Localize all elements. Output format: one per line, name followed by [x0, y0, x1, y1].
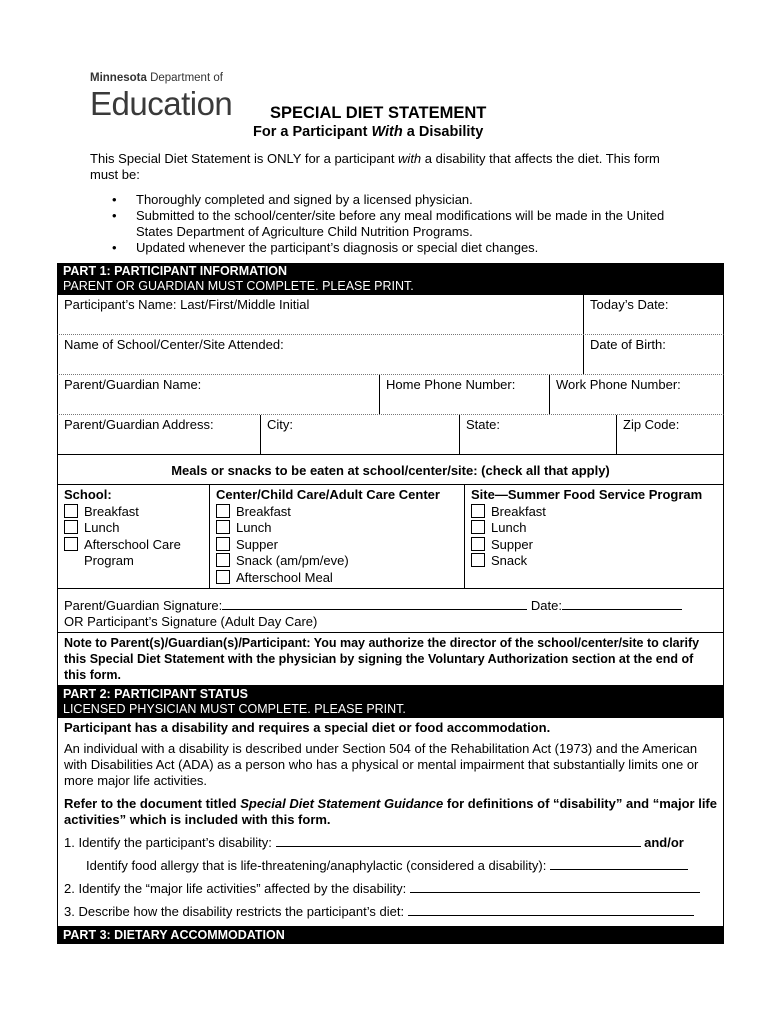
part3-header: PART 3: DIETARY ACCOMMODATION	[57, 927, 724, 944]
part2-body: Participant has a disability and requires a special diet or food accommodation. An individual with a disability is described under Section 504 of the Rehabilitation Act (1973) and the American with Disabilities Act (ADA) as a person who has a physical or mental impairment that substantially limits one or more major life activities. Refer to the document titled Special Diet Statement Guidance for definitions of “disability” and “major life activities” which is included with this form. 1. Identify the participant’s disability: and/or Identify food allergy that is life-threatening/anaphylactic (considered a disability): 2. Identify the “major life activities” affected by the disability: 3. Describe how the disability restricts the participant’s diet:	[57, 718, 724, 927]
logo-line-1: Minnesota Department of	[90, 72, 223, 84]
checkbox-item[interactable]: Snack	[471, 553, 717, 570]
diet-form	[57, 263, 724, 944]
dob-field[interactable]: Date of Birth:	[590, 337, 666, 352]
city-field[interactable]: City:	[261, 415, 460, 454]
part1-header: PART 1: PARTICIPANT INFORMATION PARENT OR GUARDIAN MUST COMPLETE. PLEASE PRINT.	[57, 263, 724, 295]
mde-logo	[90, 72, 232, 122]
part2-header: PART 2: PARTICIPANT STATUS LICENSED PHYSICIAN MUST COMPLETE. PLEASE PRINT.	[57, 686, 724, 718]
checkbox-item[interactable]: Breakfast	[216, 504, 458, 521]
state-field[interactable]: State:	[460, 415, 617, 454]
list-item: • Submitted to the school/center/site before any meal modifications will be made in the United States Department of Agriculture Child Nutrition Programs.	[112, 208, 665, 239]
checkbox-item[interactable]: Lunch	[216, 520, 458, 537]
checkbox[interactable]	[471, 537, 485, 551]
checkbox-item[interactable]: Afterschool Meal	[216, 570, 458, 587]
checkbox-item[interactable]: Breakfast	[64, 504, 203, 521]
school-column: School: Breakfast Lunch Afterschool Care Program	[58, 485, 210, 588]
diet-restriction-line[interactable]	[408, 904, 694, 916]
checkbox-item[interactable]: Lunch	[64, 520, 203, 537]
authorization-note: Note to Parent(s)/Guardian(s)/Participant: You may authorize the director of the school/center/site to clarify this Special Diet Statement with the physician by signing the Voluntary Authorization section at the end of this form.	[57, 633, 724, 686]
todays-date-field[interactable]: Today’s Date:	[590, 297, 669, 312]
row-guardian	[57, 375, 724, 415]
meals-heading: Meals or snacks to be eaten at school/center/site: (check all that apply)	[58, 455, 723, 485]
checkbox[interactable]	[471, 520, 485, 534]
disability-line[interactable]	[276, 835, 641, 847]
intro-text: This Special Diet Statement is ONLY for a participant with a disability that affects the diet. This form must be:	[90, 151, 660, 182]
list-item: • Updated whenever the participant’s diagnosis or special diet changes.	[112, 240, 539, 255]
row-participant	[57, 295, 724, 335]
zip-field[interactable]: Zip Code:	[623, 417, 680, 432]
checkbox-item[interactable]: Breakfast	[471, 504, 717, 521]
signature-line[interactable]	[222, 597, 527, 610]
guardian-address-field[interactable]: Parent/Guardian Address:	[58, 415, 261, 454]
logo-line-2: Education	[90, 85, 233, 122]
checkbox-item[interactable]: Supper	[216, 537, 458, 554]
row-address	[57, 415, 724, 455]
site-column: Site—Summer Food Service Program Breakfast Lunch Supper Snack	[465, 485, 723, 588]
page-title: SPECIAL DIET STATEMENT	[270, 104, 487, 122]
checkbox[interactable]	[471, 553, 485, 567]
requirements-list	[112, 192, 692, 256]
row-school	[57, 335, 724, 375]
guardian-name-field[interactable]: Parent/Guardian Name:	[58, 375, 380, 414]
checkbox[interactable]	[216, 570, 230, 584]
checkbox[interactable]	[64, 537, 78, 551]
major-life-activities-line[interactable]	[410, 881, 700, 893]
home-phone-field[interactable]: Home Phone Number:	[380, 375, 550, 414]
food-allergy-line[interactable]	[550, 858, 688, 870]
center-column: Center/Child Care/Adult Care Center Breakfast Lunch Supper Snack (am/pm/eve) Afterschool Meal	[210, 485, 465, 588]
checkbox-item[interactable]: Lunch	[471, 520, 717, 537]
checkbox[interactable]	[216, 553, 230, 567]
signature-date-line[interactable]	[562, 597, 682, 610]
page-subtitle: For a Participant With a Disability	[253, 124, 484, 140]
checkbox[interactable]	[216, 504, 230, 518]
list-item: • Thoroughly completed and signed by a licensed physician.	[112, 192, 473, 207]
signature-section: Parent/Guardian Signature: Date: OR Participant’s Signature (Adult Day Care)	[57, 589, 724, 633]
checkbox[interactable]	[64, 520, 78, 534]
checkbox-item[interactable]: Supper	[471, 537, 717, 554]
work-phone-field[interactable]: Work Phone Number:	[556, 377, 681, 392]
checkbox[interactable]	[216, 537, 230, 551]
checkbox-item[interactable]: Afterschool Care	[64, 537, 203, 554]
checkbox[interactable]	[64, 504, 78, 518]
school-name-field[interactable]: Name of School/Center/Site Attended:	[58, 335, 584, 374]
meals-section	[57, 455, 724, 589]
checkbox-item[interactable]: Snack (am/pm/eve)	[216, 553, 458, 570]
checkbox-item-continued: Program	[84, 553, 134, 568]
checkbox[interactable]	[471, 504, 485, 518]
checkbox[interactable]	[216, 520, 230, 534]
participant-name-field[interactable]: Participant’s Name: Last/First/Middle Initial	[58, 295, 584, 334]
